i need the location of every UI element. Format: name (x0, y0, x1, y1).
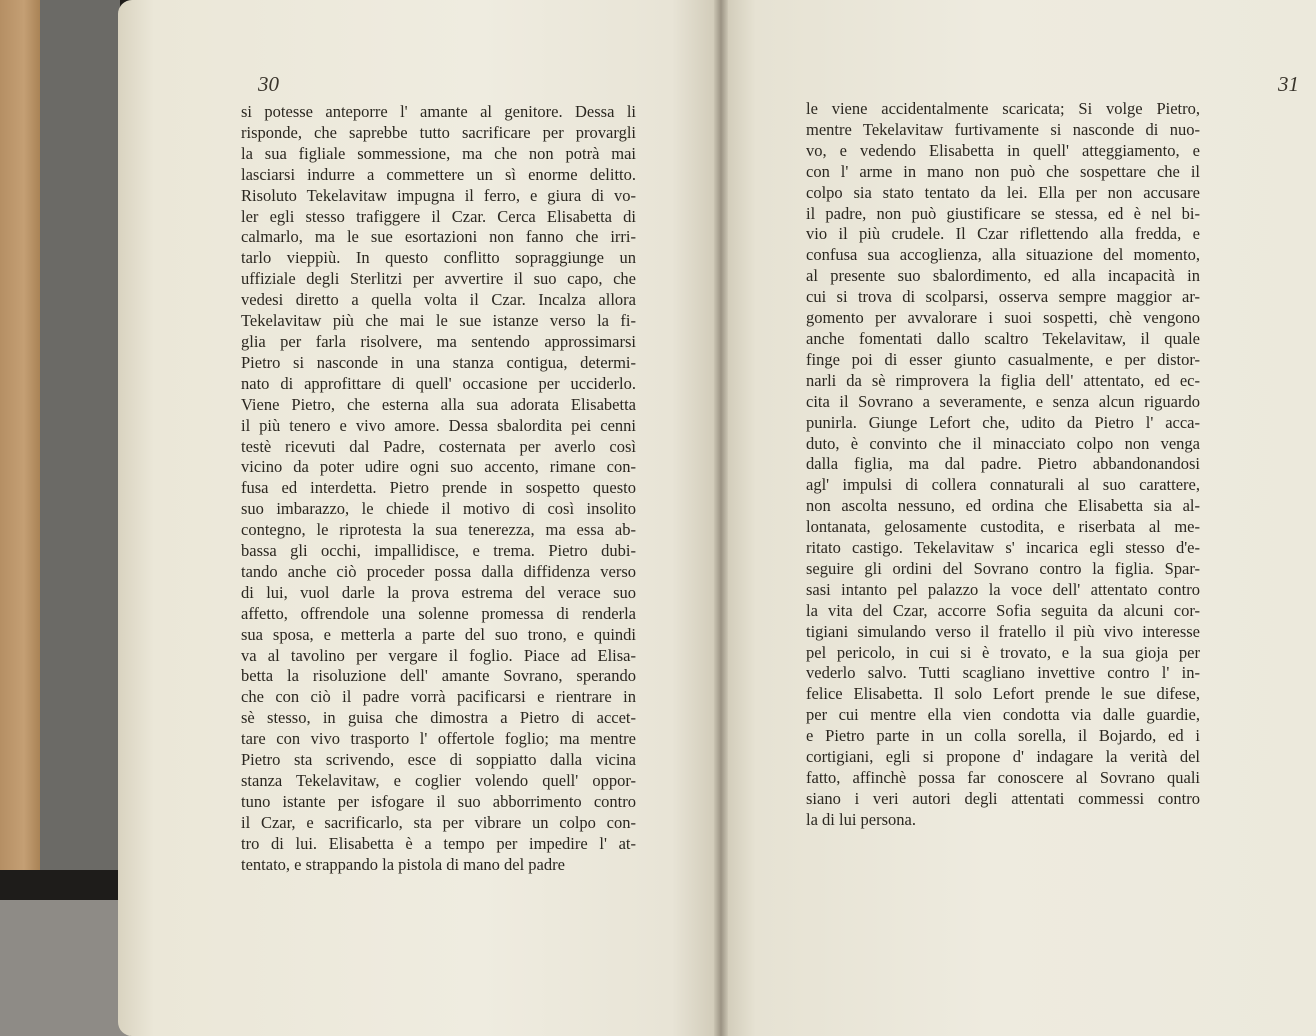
left-page (118, 0, 720, 1036)
text-line: lontanata, gelosamente custodita, e riserbata al me- (806, 517, 1200, 537)
text-line: colpo sia stato tentato da lei. Ella per non accusare (806, 182, 1200, 202)
text-line: duto, è convinto che il minacciato colpo non venga (806, 433, 1200, 453)
text-line: Pietro si nasconde in una stanza contigua, determi- (241, 352, 636, 372)
text-line: per cui mentre ella vien condotta via dalle guardie, (806, 705, 1200, 725)
text-line: tuno istante per isfogare il suo abborrimento contro (241, 791, 636, 811)
text-line: il più tenero e vivo amore. Dessa sbalordita pei cenni (241, 415, 636, 435)
right-page (720, 0, 1316, 1036)
wooden-board (0, 0, 40, 870)
text-line: tigiani simulando verso il fratello il più vivo interesse (806, 621, 1200, 641)
text-line: tro di lui. Elisabetta è a tempo per impedire l' at- (241, 833, 636, 853)
text-line: vedesi diretto a quella volta il Czar. Incalza allora (241, 290, 636, 310)
text-line: il Czar, e sacrificarlo, sta per vibrare un colpo con- (241, 812, 636, 832)
text-line: Tekelavitaw più che mai le sue istanze verso la fi- (241, 311, 636, 331)
text-line: finge poi di esser giunto casualmente, e per distor- (806, 349, 1200, 369)
text-line: le viene accidentalmente scaricata; Si volge Pietro, (806, 99, 1200, 118)
text-line: la vita del Czar, accorre Sofia seguita da alcuni cor- (806, 600, 1200, 620)
scanner-base (0, 900, 130, 1036)
text-line: ritato castigo. Tekelavitaw s' incarica egli stesso d'e- (806, 538, 1200, 558)
scanner-backdrop-panel (30, 0, 120, 870)
text-line: uffiziale degli Sterlitzi per avvertire il suo capo, che (241, 269, 636, 289)
text-line: bassa gli occhi, impallidisce, e trema. Pietro dubi- (241, 541, 636, 561)
text-line: Viene Pietro, che esterna alla sua adorata Elisabetta (241, 394, 636, 414)
text-line: la di lui persona. (806, 809, 916, 829)
text-line: affetto, offrendole una solenne promessa di renderla (241, 603, 636, 623)
text-line: risponde, che saprebbe tutto sacrificare per provargli (241, 122, 636, 142)
text-line: il padre, non può giustificare se stessa, ed è nel bi- (806, 203, 1200, 223)
text-line: anche fomentati dallo scaltro Tekelavitaw, il quale (806, 328, 1200, 348)
text-line: cortigiani, egli si propone d' indagare la verità del (806, 747, 1200, 767)
text-line: cui si trova di scolparsi, osserva sempre maggior ar- (806, 287, 1200, 307)
text-line: seguire gli ordini del Sovrano contro la figlia. Spar- (806, 558, 1200, 578)
text-line: va al tavolino per vergare il foglio. Piace ad Elisa- (241, 645, 636, 665)
text-line: con l' arme in mano non può che sospettare che il (806, 161, 1200, 181)
book-gutter (714, 0, 728, 1036)
text-line: vederlo salvo. Tutti scagliano invettive contro l' in- (806, 663, 1200, 683)
text-line: al presente suo sbalordimento, ed alla incapacità in (806, 266, 1200, 286)
text-line: betta la risoluzione dell' amante Sovrano, sperando (241, 666, 636, 686)
text-line: dalla figlia, ma dal padre. Pietro abbandonandosi (806, 454, 1200, 474)
text-line: Pietro sta scrivendo, esce di soppiatto dalla vicina (241, 750, 636, 770)
page-number: 30 (258, 72, 279, 96)
text-line: confusa sua accoglienza, alla situazione del momento, (806, 245, 1200, 265)
text-line: narli da sè rimprovera la figlia dell' attentato, ed ec- (806, 370, 1200, 390)
text-line: nato di approfittare di quell' occasione per ucciderlo. (241, 373, 636, 393)
text-line: sua sposa, e metterla a parte del suo trono, e quindi (241, 624, 636, 644)
text-line: di lui, vuol darle la prova estrema del verace suo (241, 582, 636, 602)
text-line: non ascolta nessuno, ed ordina che Elisabetta sia al- (806, 496, 1200, 516)
text-line: vio il più crudele. Il Czar riflettendo alla fredda, e (806, 224, 1200, 244)
text-line: suo imbarazzo, le chiede il motivo di così insolito (241, 499, 636, 519)
text-line: testè ricevuti dal Padre, costernata per averlo così (241, 436, 636, 456)
open-book (118, 0, 1316, 1036)
text-line: felice Elisabetta. Il solo Lefort prende le sue difese, (806, 684, 1200, 704)
text-line: si potesse anteporre l' amante al genitore. Dessa li (241, 102, 636, 121)
page-number: 31 (1278, 72, 1299, 96)
text-line: lasciarsi indurre a commettere un sì enorme delitto. (241, 164, 636, 184)
right-page-text (806, 99, 1200, 831)
text-line: cita il Sovrano a severamente, e senza alcun riguardo (806, 391, 1200, 411)
text-line: punirla. Giunge Lefort che, udito da Pietro l' acca- (806, 412, 1200, 432)
left-page-text (241, 102, 636, 876)
text-line: siano i veri autori degli attentati commessi contro (806, 788, 1200, 808)
text-line: vicino da poter udire ogni suo accento, rimane con- (241, 457, 636, 477)
text-line: fusa ed interdetta. Pietro prende in sospetto questo (241, 478, 636, 498)
text-line: sè stesso, in guisa che dimostra a Pietro di accet- (241, 708, 636, 728)
text-line: tare con vivo trasporto l' offertole foglio; ma mentre (241, 729, 636, 749)
text-line: sasi intanto pel palazzo la voce dell' attentato contro (806, 579, 1200, 599)
text-line: e Pietro parte in un colla sorella, il Bojardo, ed i (806, 726, 1200, 746)
text-line: mentre Tekelavitaw furtivamente si nasconde di nuo- (806, 119, 1200, 139)
text-line: che con ciò il padre vorrà pacificarsi e rientrare in (241, 687, 636, 707)
text-line: tando anche ciò proceder possa dalla diffidenza verso (241, 561, 636, 581)
text-line: glia per farla risolvere, ma sentendo approssimarsi (241, 331, 636, 351)
text-line: Risoluto Tekelavitaw impugna il ferro, e giura di vo- (241, 185, 636, 205)
text-line: vo, e vedendo Elisabetta in quell' atteggiamento, e (806, 140, 1200, 160)
text-line: calmarlo, ma le sue esortazioni non fanno che irri- (241, 227, 636, 247)
text-line: la sua figliale sommessione, ma che non potrà mai (241, 143, 636, 163)
text-line: contegno, le riprotesta la sua tenerezza, ma essa ab- (241, 520, 636, 540)
text-line: ler egli stesso trafiggere il Czar. Cerca Elisabetta di (241, 206, 636, 226)
text-line: gomento per avvalorare i suoi sospetti, chè vengono (806, 308, 1200, 328)
text-line: tarlo vieppiù. In questo conflitto sopraggiunge un (241, 248, 636, 268)
text-line: agl' impulsi di collera connaturali al suo carattere, (806, 475, 1200, 495)
text-line: pel pericolo, in cui si è trovato, e la sua gioja per (806, 642, 1200, 662)
text-line: tentato, e strappando la pistola di mano del padre (241, 854, 565, 874)
text-line: fatto, affinchè possa far conoscere al Sovrano quali (806, 768, 1200, 787)
text-line: stanza Tekelavitaw, e coglier volendo quell' oppor- (241, 771, 636, 790)
